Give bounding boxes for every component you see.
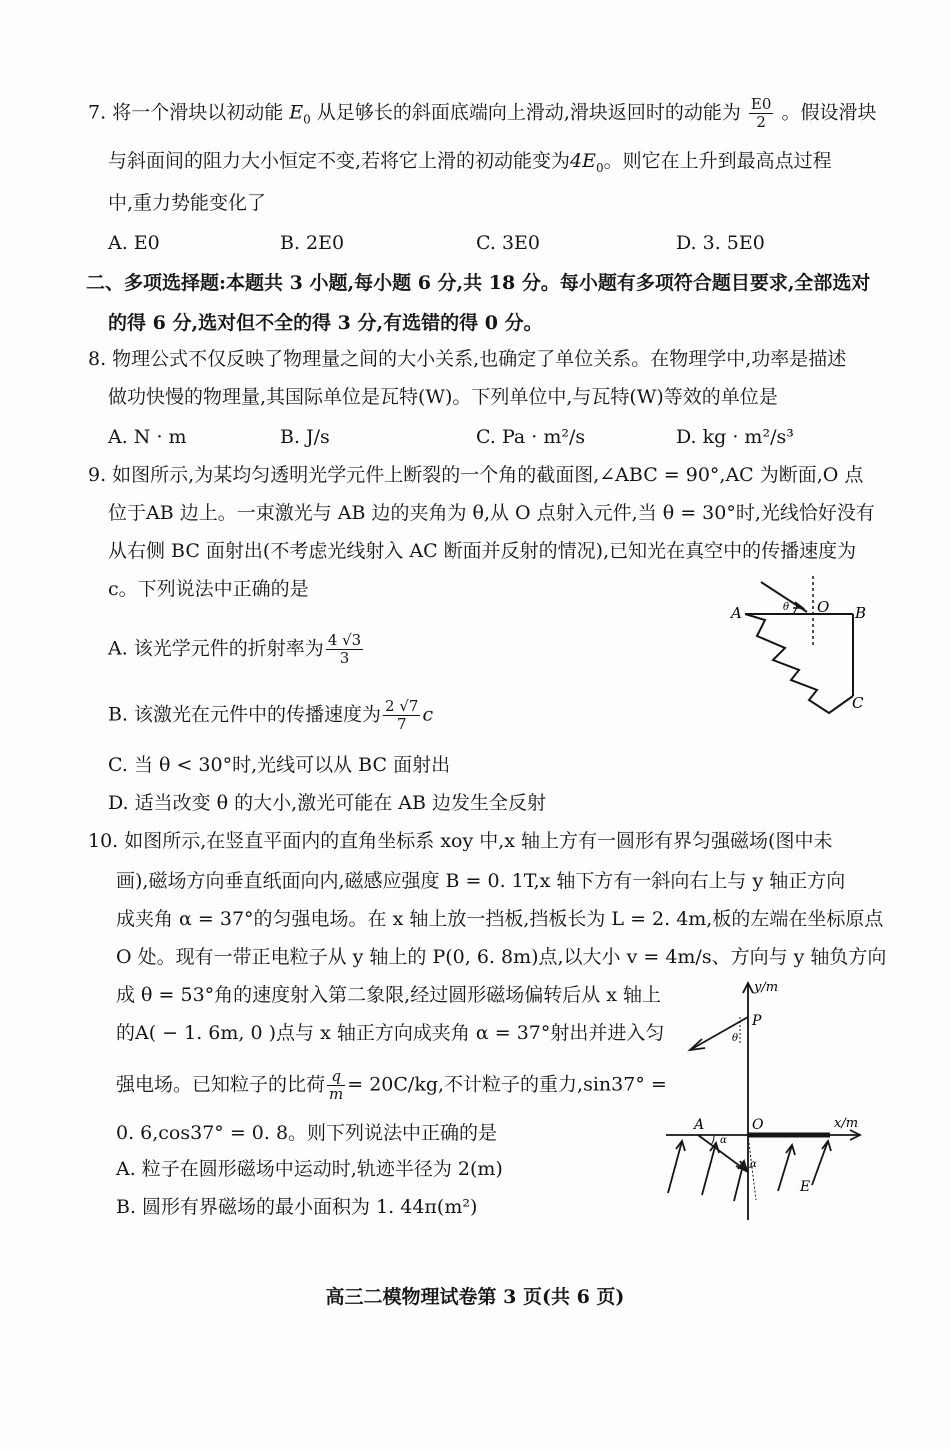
- q10-label-theta: θ: [732, 1033, 739, 1044]
- q7-option-b: B. 2E0: [280, 232, 345, 254]
- q10-label-e: E: [800, 1179, 811, 1195]
- q9-line1: 9. 如图所示,为某均匀透明光学元件上断裂的一个角的截面图,∠ABC = 90°,AC 为断面,O 点: [88, 464, 864, 486]
- q10-line3: 成夹角 α = 37°的匀强电场。在 x 轴上放一挡板,挡板长为 L = 2. 4m,板的左端在坐标原点: [116, 908, 884, 930]
- q10-label-p: P: [752, 1013, 762, 1029]
- q9-option-b: B. 该激光在元件中的传播速度为 $\frac{2 √7}{7}$ c: [108, 697, 434, 733]
- q10-line1: 10. 如图所示,在竖直平面内的直角坐标系 xoy 中,x 轴上方有一圆形有界匀强磁场(图中未: [88, 830, 833, 852]
- q10-option-a: A. 粒子在圆形磁场中运动时,轨迹半径为 2(m): [116, 1158, 503, 1180]
- q8-line1: 8. 物理公式不仅反映了物理量之间的大小关系,也确定了单位关系。在物理学中,功率是描述: [88, 348, 847, 370]
- q10-label-alpha: α: [720, 1135, 727, 1146]
- q10-line8: 0. 6,cos37° = 0. 8。则下列说法中正确的是: [116, 1122, 498, 1144]
- q9-option-c: C. 当 θ < 30°时,光线可以从 BC 面射出: [108, 754, 451, 776]
- q10-label-alpha2: α: [750, 1159, 757, 1170]
- q9-label-b: B: [855, 604, 867, 622]
- q8-option-b: B. J/s: [280, 426, 330, 448]
- page-footer: 高三二模物理试卷第 3 页(共 6 页): [325, 1286, 625, 1308]
- q7-line3: 中,重力势能变化了: [108, 192, 267, 214]
- q10-line5: 成 θ = 53°角的速度射入第二象限,经过圆形磁场偏转后从 x 轴上: [116, 984, 661, 1006]
- q9-line3: 从右侧 BC 面射出(不考虑光线射入 AC 断面并反射的情况),已知光在真空中的传播速度为: [108, 540, 857, 562]
- q10-line2: 画),磁场方向垂直纸面向内,磁感应强度 B = 0. 1T,x 轴下方有一斜向右上与 y 轴正方向: [116, 870, 846, 892]
- q9-label-a: A: [731, 604, 742, 622]
- q9-option-d: D. 适当改变 θ 的大小,激光可能在 AB 边发生全反射: [108, 792, 546, 814]
- q10-option-b: B. 圆形有界磁场的最小面积为 1. 44π(m²): [116, 1196, 478, 1218]
- q7-option-d: D. 3. 5E0: [676, 232, 765, 254]
- q7-fraction: $\frac{E0}{2}$: [750, 95, 772, 131]
- q10-line6: 的A( − 1. 6m, 0 )点与 x 轴正方向成夹角 α = 37°射出并进入匀: [116, 1022, 665, 1044]
- q9-label-o: O: [817, 598, 830, 616]
- q10-label-x: x/m: [834, 1116, 859, 1131]
- q7-option-a: A. E0: [108, 232, 160, 254]
- q8-option-c: C. Pa · m²/s: [476, 426, 586, 448]
- q9-line2: 位于AB 边上。一束激光与 AB 边的夹角为 θ,从 O 点射入元件,当 θ = 30°时,光线恰好没有: [108, 502, 875, 524]
- q9-line4: c。下列说法中正确的是: [108, 578, 309, 600]
- q8-option-d: D. kg · m²/s³: [676, 426, 794, 448]
- q8-line2: 做功快慢的物理量,其国际单位是瓦特(W)。下列单位中,与瓦特(W)等效的单位是: [108, 386, 778, 408]
- q8-option-a: A. N · m: [108, 426, 187, 448]
- q10-line4: O 处。现有一带正电粒子从 y 轴上的 P(0, 6. 8m)点,以大小 v = 4m/s、方向与 y 轴负方向: [116, 946, 887, 968]
- q9-option-a: A. 该光学元件的折射率为 $\frac{4 √3}{3}$: [108, 631, 362, 667]
- q10-label-a: A: [694, 1117, 705, 1133]
- q7-line1: 7. 将一个滑块以初动能 $E_0$ 从足够长的斜面底端向上滑动,滑块返回时的动能为 $\frac{E0}{2}$ 。假设滑块: [88, 95, 877, 131]
- q9-label-theta: θ: [783, 602, 790, 613]
- q10-field-figure: [660, 975, 870, 1225]
- q10-label-y: y/m: [754, 980, 779, 995]
- q10-line7: 强电场。已知粒子的比荷 $\frac{q}{m}$ = 20C/kg,不计粒子的重力,sin37° =: [116, 1067, 667, 1103]
- q7-option-c: C. 3E0: [476, 232, 540, 254]
- q7-line2: 与斜面间的阻力大小恒定不变,若将它上滑的初动能变为$4E_0$。则它在上升到最高点过程: [108, 150, 832, 175]
- section2-heading-line2: 的得 6 分,选对但不全的得 3 分,有选错的得 0 分。: [108, 312, 543, 334]
- q9-label-c: C: [852, 694, 864, 712]
- section2-heading-line1: 二、多项选择题:本题共 3 小题,每小题 6 分,共 18 分。每小题有多项符合题目要求,全部选对: [86, 272, 871, 294]
- q10-label-o: O: [752, 1117, 764, 1133]
- q9-optics-figure: [725, 568, 870, 723]
